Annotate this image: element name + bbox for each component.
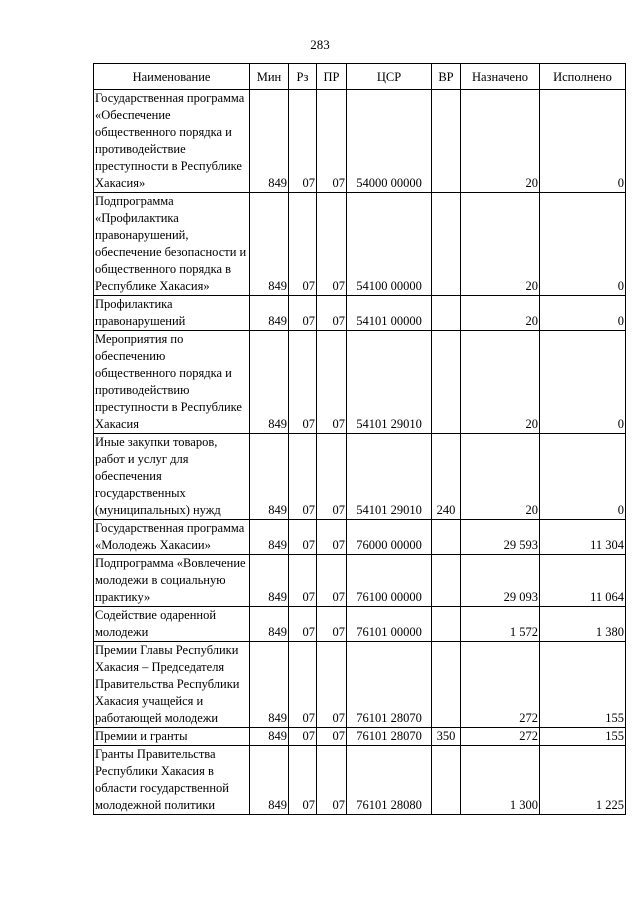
cell-csr: 54101 29010 — [347, 331, 432, 434]
cell-name: Мероприятия по обеспечению общественного порядка и противодействию преступности в Республике Хакасия — [94, 331, 250, 434]
cell-csr: 76100 00000 — [347, 555, 432, 607]
cell-pr: 07 — [317, 331, 347, 434]
cell-csr: 54000 00000 — [347, 90, 432, 193]
cell-csr: 76101 28070 — [347, 642, 432, 728]
cell-csr: 76101 28080 — [347, 746, 432, 815]
cell-vr — [432, 193, 461, 296]
cell-executed: 155 — [540, 642, 626, 728]
header-pr: ПР — [317, 64, 347, 90]
cell-assigned: 20 — [461, 296, 540, 331]
header-csr: ЦСР — [347, 64, 432, 90]
cell-csr: 76101 28070 — [347, 728, 432, 746]
cell-assigned: 272 — [461, 728, 540, 746]
cell-assigned: 20 — [461, 434, 540, 520]
table-body — [94, 90, 626, 815]
cell-name: Профилактика правонарушений — [94, 296, 250, 331]
cell-vr — [432, 746, 461, 815]
cell-name: Гранты Правительства Республики Хакасия в области государственной молодежной политики — [94, 746, 250, 815]
cell-min: 849 — [250, 331, 289, 434]
cell-pr: 07 — [317, 607, 347, 642]
cell-min: 849 — [250, 642, 289, 728]
cell-executed: 0 — [540, 296, 626, 331]
header-min: Мин — [250, 64, 289, 90]
cell-pr: 07 — [317, 728, 347, 746]
cell-name: Иные закупки товаров, работ и услуг для обеспечения государственных (муниципальных) нужд — [94, 434, 250, 520]
header-vr: ВР — [432, 64, 461, 90]
cell-name: Государственная программа «Обеспечение общественного порядка и противодействие преступности в Республике Хакасия» — [94, 90, 250, 193]
cell-pr: 07 — [317, 193, 347, 296]
cell-rz: 07 — [289, 746, 317, 815]
cell-min: 849 — [250, 728, 289, 746]
cell-assigned: 272 — [461, 642, 540, 728]
cell-executed: 11 064 — [540, 555, 626, 607]
cell-executed: 0 — [540, 90, 626, 193]
table-row — [94, 434, 626, 520]
cell-vr — [432, 296, 461, 331]
cell-rz: 07 — [289, 607, 317, 642]
cell-pr: 07 — [317, 642, 347, 728]
cell-assigned: 1 300 — [461, 746, 540, 815]
cell-assigned: 20 — [461, 193, 540, 296]
cell-vr — [432, 90, 461, 193]
cell-min: 849 — [250, 90, 289, 193]
cell-csr: 76000 00000 — [347, 520, 432, 555]
cell-pr: 07 — [317, 746, 347, 815]
cell-assigned: 20 — [461, 331, 540, 434]
cell-vr — [432, 555, 461, 607]
table-header — [94, 64, 626, 90]
table-row — [94, 555, 626, 607]
cell-min: 849 — [250, 555, 289, 607]
table-row — [94, 193, 626, 296]
cell-min: 849 — [250, 434, 289, 520]
cell-pr: 07 — [317, 520, 347, 555]
cell-assigned: 29 593 — [461, 520, 540, 555]
cell-pr: 07 — [317, 555, 347, 607]
cell-name: Содействие одаренной молодежи — [94, 607, 250, 642]
cell-vr — [432, 520, 461, 555]
cell-rz: 07 — [289, 642, 317, 728]
cell-vr — [432, 642, 461, 728]
table-row — [94, 607, 626, 642]
budget-table — [93, 63, 626, 815]
cell-executed: 11 304 — [540, 520, 626, 555]
cell-executed: 0 — [540, 331, 626, 434]
cell-rz: 07 — [289, 728, 317, 746]
cell-rz: 07 — [289, 434, 317, 520]
header-name: Наименование — [94, 64, 250, 90]
cell-min: 849 — [250, 607, 289, 642]
cell-executed: 1 225 — [540, 746, 626, 815]
cell-assigned: 1 572 — [461, 607, 540, 642]
cell-pr: 07 — [317, 434, 347, 520]
cell-executed: 0 — [540, 434, 626, 520]
cell-executed: 155 — [540, 728, 626, 746]
cell-vr: 350 — [432, 728, 461, 746]
cell-min: 849 — [250, 296, 289, 331]
cell-name: Государственная программа «Молодежь Хакасии» — [94, 520, 250, 555]
cell-rz: 07 — [289, 331, 317, 434]
cell-csr: 54101 00000 — [347, 296, 432, 331]
table-row — [94, 728, 626, 746]
cell-csr: 54100 00000 — [347, 193, 432, 296]
table-row — [94, 331, 626, 434]
table-row — [94, 642, 626, 728]
cell-assigned: 20 — [461, 90, 540, 193]
cell-name: Премии и гранты — [94, 728, 250, 746]
header-rz: Рз — [289, 64, 317, 90]
table-row — [94, 296, 626, 331]
cell-rz: 07 — [289, 555, 317, 607]
header-assigned: Назначено — [461, 64, 540, 90]
header-executed: Исполнено — [540, 64, 626, 90]
cell-min: 849 — [250, 193, 289, 296]
cell-pr: 07 — [317, 296, 347, 331]
cell-rz: 07 — [289, 90, 317, 193]
cell-csr: 76101 00000 — [347, 607, 432, 642]
table-row — [94, 90, 626, 193]
cell-vr — [432, 607, 461, 642]
cell-vr — [432, 331, 461, 434]
table-row — [94, 520, 626, 555]
cell-rz: 07 — [289, 193, 317, 296]
header-row — [94, 64, 626, 90]
cell-name: Подпрограмма «Профилактика правонарушений, обеспечение безопасности и общественного порядка в Республике Хакасия» — [94, 193, 250, 296]
cell-rz: 07 — [289, 296, 317, 331]
table-row — [94, 746, 626, 815]
cell-executed: 0 — [540, 193, 626, 296]
cell-pr: 07 — [317, 90, 347, 193]
cell-min: 849 — [250, 746, 289, 815]
cell-name: Подпрограмма «Вовлечение молодежи в социальную практику» — [94, 555, 250, 607]
cell-name: Премии Главы Республики Хакасия – Председателя Правительства Республики Хакасия учащейся и работающей молодежи — [94, 642, 250, 728]
cell-rz: 07 — [289, 520, 317, 555]
cell-executed: 1 380 — [540, 607, 626, 642]
cell-assigned: 29 093 — [461, 555, 540, 607]
cell-min: 849 — [250, 520, 289, 555]
page-number: 283 — [310, 37, 330, 52]
cell-csr: 54101 29010 — [347, 434, 432, 520]
cell-vr: 240 — [432, 434, 461, 520]
